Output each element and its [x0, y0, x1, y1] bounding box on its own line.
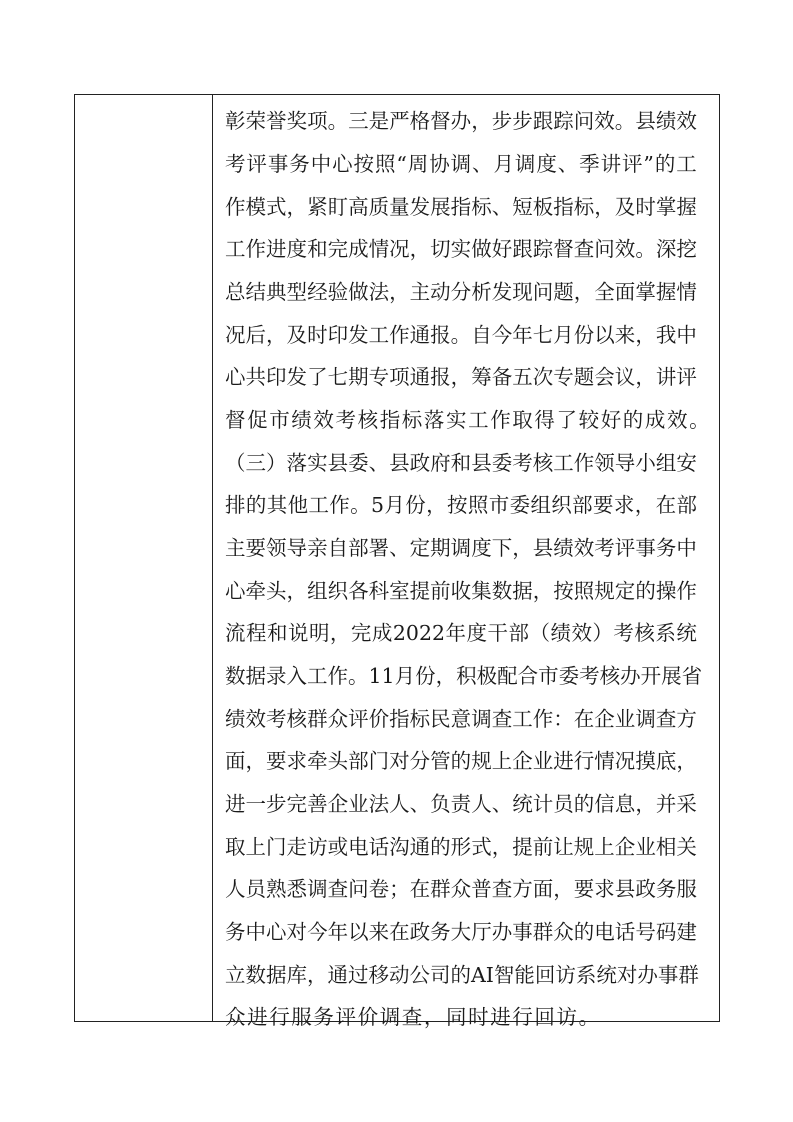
- text-line: 取 上 门 走 访 或 电 话 沟 通 的 形 式 ， 提 前 让 规 上 企 业 相 关: [225, 835, 697, 859]
- text-line: 人 员 熟 悉 调 查 问 卷 ； 在 群 众 普 查 方 面 ， 要 求 县 政 务 服: [225, 877, 697, 901]
- text-line: 绩 效 考 核 群 众 评 价 指 标 民 意 调 查 工 作 ： 在 企 业 调 查 方: [225, 707, 697, 731]
- text-line: 工 作 进 度 和 完 成 情 况 ， 切 实 做 好 跟 踪 督 查 问 效 。 深 挖: [225, 237, 697, 261]
- text-line: 主 要 领 导 亲 自 部 署 、 定 期 调 度 下 ， 县 绩 效 考 评 事 务 中: [225, 536, 697, 560]
- text-line: 彰 荣 誉 奖 项 。 三 是 严 格 督 办 ， 步 步 跟 踪 问 效 。 县 绩 效: [225, 109, 697, 133]
- table-content-cell: [214, 95, 719, 1029]
- text-line: 数 据 录 入 工 作 。 11 月 份 ， 积 极 配 合 市 委 考 核 办 开 展 省: [225, 664, 703, 688]
- text-line: 总 结 典 型 经 验 做 法 ， 主 动 分 析 发 现 问 题 ， 全 面 掌 握 情: [225, 280, 697, 304]
- text-line: 心 共 印 发 了 七 期 专 项 通 报 ， 筹 备 五 次 专 题 会 议 ， 讲 评: [225, 365, 697, 389]
- text-line: 督促市绩效考核指标落实工作取得了较好的成效。: [225, 408, 712, 432]
- text-line: 众进行服务评价调查，同时进行回访。: [225, 1005, 601, 1029]
- text-line: 进 一 步 完 善 企 业 法 人 、 负 责 人 、 统 计 员 的 信 息 ， 并 采: [225, 792, 697, 816]
- text-line: 况 后 ， 及 时 印 发 工 作 通 报 。 自 今 年 七 月 份 以 来 ， 我 中: [225, 323, 697, 347]
- text-line: 心 牵 头 ， 组 织 各 科 室 提 前 收 集 数 据 ， 按 照 规 定 的 操 作: [225, 579, 697, 603]
- form-table: [74, 94, 720, 1029]
- text-line: 排 的 其 他 工 作 。 5 月 份 ， 按 照 市 委 组 织 部 要 求 ， 在 部: [225, 493, 697, 517]
- table-label-column: [75, 95, 213, 1021]
- text-line: 立 数 据 库 ， 通 过 移 动 公 司 的 AI 智 能 回 访 系 统 对 办 事 群: [225, 963, 699, 987]
- text-line: 务 中 心 对 今 年 以 来 在 政 务 大 厅 办 事 群 众 的 电 话 号 码 建: [225, 920, 697, 944]
- text-line: 面 ， 要 求 牵 头 部 门 对 分 管 的 规 上 企 业 进 行 情 况 摸 底 ，: [225, 749, 697, 773]
- text-line: 流 程 和 说 明 ， 完 成 2022 年 度 干 部 （ 绩 效 ） 考 核 系 统: [225, 621, 697, 645]
- text-line: 考 评 事 务 中 心 按 照 “ 周 协 调 、 月 调 度 、 季 讲 评 ” 的 工: [225, 152, 697, 176]
- text-line: （ 三 ） 落 实 县 委 、 县 政 府 和 县 委 考 核 工 作 领 导 小 组 安: [225, 451, 697, 475]
- text-line: 作 模 式 ， 紧 盯 高 质 量 发 展 指 标 、 短 板 指 标 ， 及 时 掌 握: [225, 195, 697, 219]
